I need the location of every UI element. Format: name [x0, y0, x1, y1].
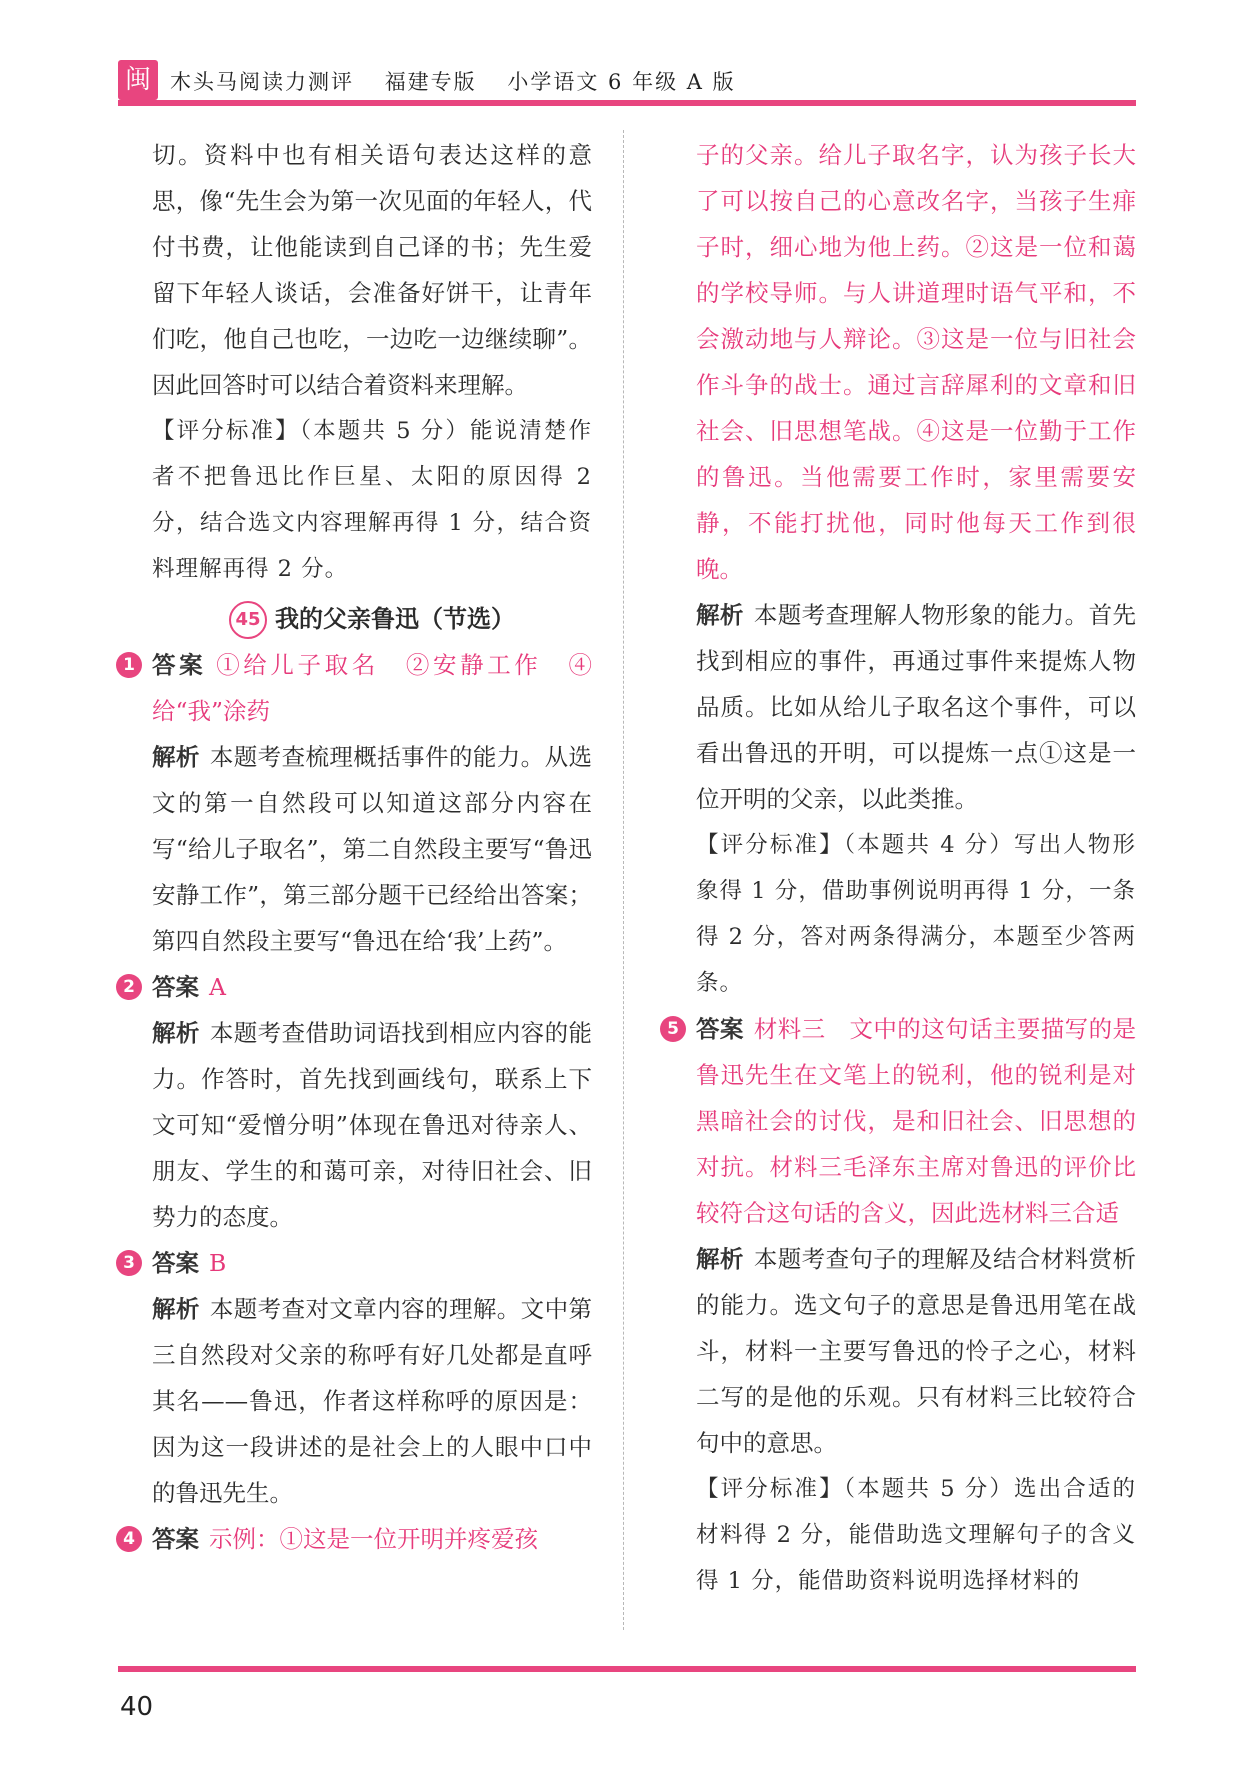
answer-label: 答案 [152, 1249, 199, 1277]
answer-text: B [209, 1249, 227, 1277]
analysis-label: 解析 [152, 1295, 200, 1323]
question-number: 1 [116, 652, 142, 678]
answer-text: A [209, 973, 226, 1001]
section-number: 45 [229, 601, 267, 639]
score-label: 【评分标准】 [696, 832, 844, 858]
header-grade: 小学语文 6 年级 A 版 [507, 70, 736, 94]
question-3 [123, 1240, 593, 1516]
intro-paragraph: 切。资料中也有相关语句表达这样的意思，像“先生会为第一次见面的年轻人，代付书费，让他能读到自己译的书；先生爱留下年轻人谈话，会准备好饼干，让青年们吃，他自己也吃，一边吃一边继续聊”。因此回答时可以结合着资料来理解。 [152, 141, 592, 399]
score-label: 【评分标准】 [696, 1476, 844, 1502]
answer-label: 答案 [696, 1015, 744, 1043]
analysis-label: 解析 [696, 1245, 744, 1273]
left-column [123, 132, 593, 1562]
score-label: 【评分标准】 [152, 418, 300, 444]
province-logo: 闽 [118, 60, 158, 100]
question-number: 5 [660, 1016, 686, 1042]
question-4 [123, 1516, 592, 1562]
analysis-text: 本题考查借助词语找到相应内容的能力。作答时，首先找到画线句，联系上下文可知“爱憎分明”体现在鲁迅对待亲人、朋友、学生的和蔼可亲，对待旧社会、旧势力的态度。 [152, 1019, 593, 1231]
header-book-name: 木头马阅读力测评 [170, 70, 354, 94]
section-title [152, 596, 592, 642]
section-title-text: 我的父亲鲁迅（节选） [275, 605, 515, 633]
analysis-label: 解析 [152, 743, 200, 771]
answer-label: 答案 [152, 651, 207, 679]
analysis-text: 本题考查梳理概括事件的能力。从选文的第一自然段可以知道这部分内容在写“给儿子取名”，第二自然段主要写“鲁迅安静工作”，第三部分题干已经给出答案；第四自然段主要写“鲁迅在给‘我’上药”。 [152, 743, 593, 955]
answer-label: 答案 [152, 1525, 199, 1553]
score-text: （本题共 5 分）选出合适的材料得 2 分，能借助选文理解句子的含义得 1 分，能借助资料说明选择材料的 [696, 1476, 1136, 1594]
answer-text: 材料三 文中的这句话主要描写的是鲁迅先生在文笔上的锐利，他的锐利是对黑暗社会的讨伐，是和旧社会、旧思想的对抗。材料三毛泽东主席对鲁迅的评价比较符合这句话的含义，因此选材料三合适 [696, 1015, 1137, 1227]
question-1 [123, 642, 593, 964]
analysis-text: 本题考查理解人物形象的能力。首先找到相应的事件，再通过事件来提炼人物品质。比如从给儿子取名这个事件，可以看出鲁迅的开明，可以提炼一点①这是一位开明的父亲，以此类推。 [696, 601, 1137, 813]
right-column [667, 132, 1137, 1604]
analysis-label: 解析 [152, 1019, 200, 1047]
question-number: 2 [116, 974, 142, 1000]
score-standard [696, 822, 1136, 1006]
answer-text: 示例：①这是一位开明并疼爱孩 [209, 1525, 538, 1553]
question-number: 4 [116, 1526, 142, 1552]
answer-label: 答案 [152, 973, 199, 1001]
question-5 [667, 1006, 1137, 1604]
answer-text: ①给儿子取名 ②安静工作 ④给“我”涂药 [152, 651, 593, 725]
score-text: （本题共 5 分）能说清楚作者不把鲁迅比作巨星、太阳的原因得 2 分，结合选文内容理解再得 1 分，结合资料理解再得 2 分。 [152, 418, 592, 582]
analysis-text: 本题考查对文章内容的理解。文中第三自然段对父亲的称呼有好几处都是直呼其名——鲁迅，作者这样称呼的原因是：因为这一段讲述的是社会上的人眼中口中的鲁迅先生。 [152, 1295, 593, 1507]
page-number: 40 [120, 1692, 154, 1722]
question-4-answer-continued: 子的父亲。给儿子取名字，认为孩子长大了可以按自己的心意改名字，当孩子生痱子时，细心地为他上药。②这是一位和蔼的学校导师。与人讲道理时语气平和，不会激动地与人辩论。③这是一位与旧社会作斗争的战士。通过言辞犀利的文章和旧社会、旧思想笔战。④这是一位勤于工作的鲁迅。当他需要工作时，家里需要安静，不能打扰他，同时他每天工作到很晚。 [696, 141, 1136, 583]
header-edition: 福建专版 [384, 70, 477, 94]
analysis-text: 本题考查句子的理解及结合材料赏析的能力。选文句子的意思是鲁迅用笔在战斗，材料一主要写鲁迅的怜子之心，材料二写的是他的乐观。只有材料三比较符合句中的意思。 [696, 1245, 1137, 1457]
question-number: 3 [116, 1250, 142, 1276]
footer-rule [118, 1666, 1136, 1672]
score-text: （本题共 4 分）写出人物形象得 1 分，借助事例说明再得 1 分，一条得 2 分，答对两条得满分，本题至少答两条。 [696, 832, 1136, 996]
score-standard [696, 1466, 1136, 1604]
score-standard [152, 408, 592, 592]
question-2 [123, 964, 593, 1240]
column-divider [623, 130, 624, 1630]
header-title [170, 66, 758, 96]
header-rule [118, 100, 1136, 106]
analysis-label: 解析 [696, 601, 744, 629]
